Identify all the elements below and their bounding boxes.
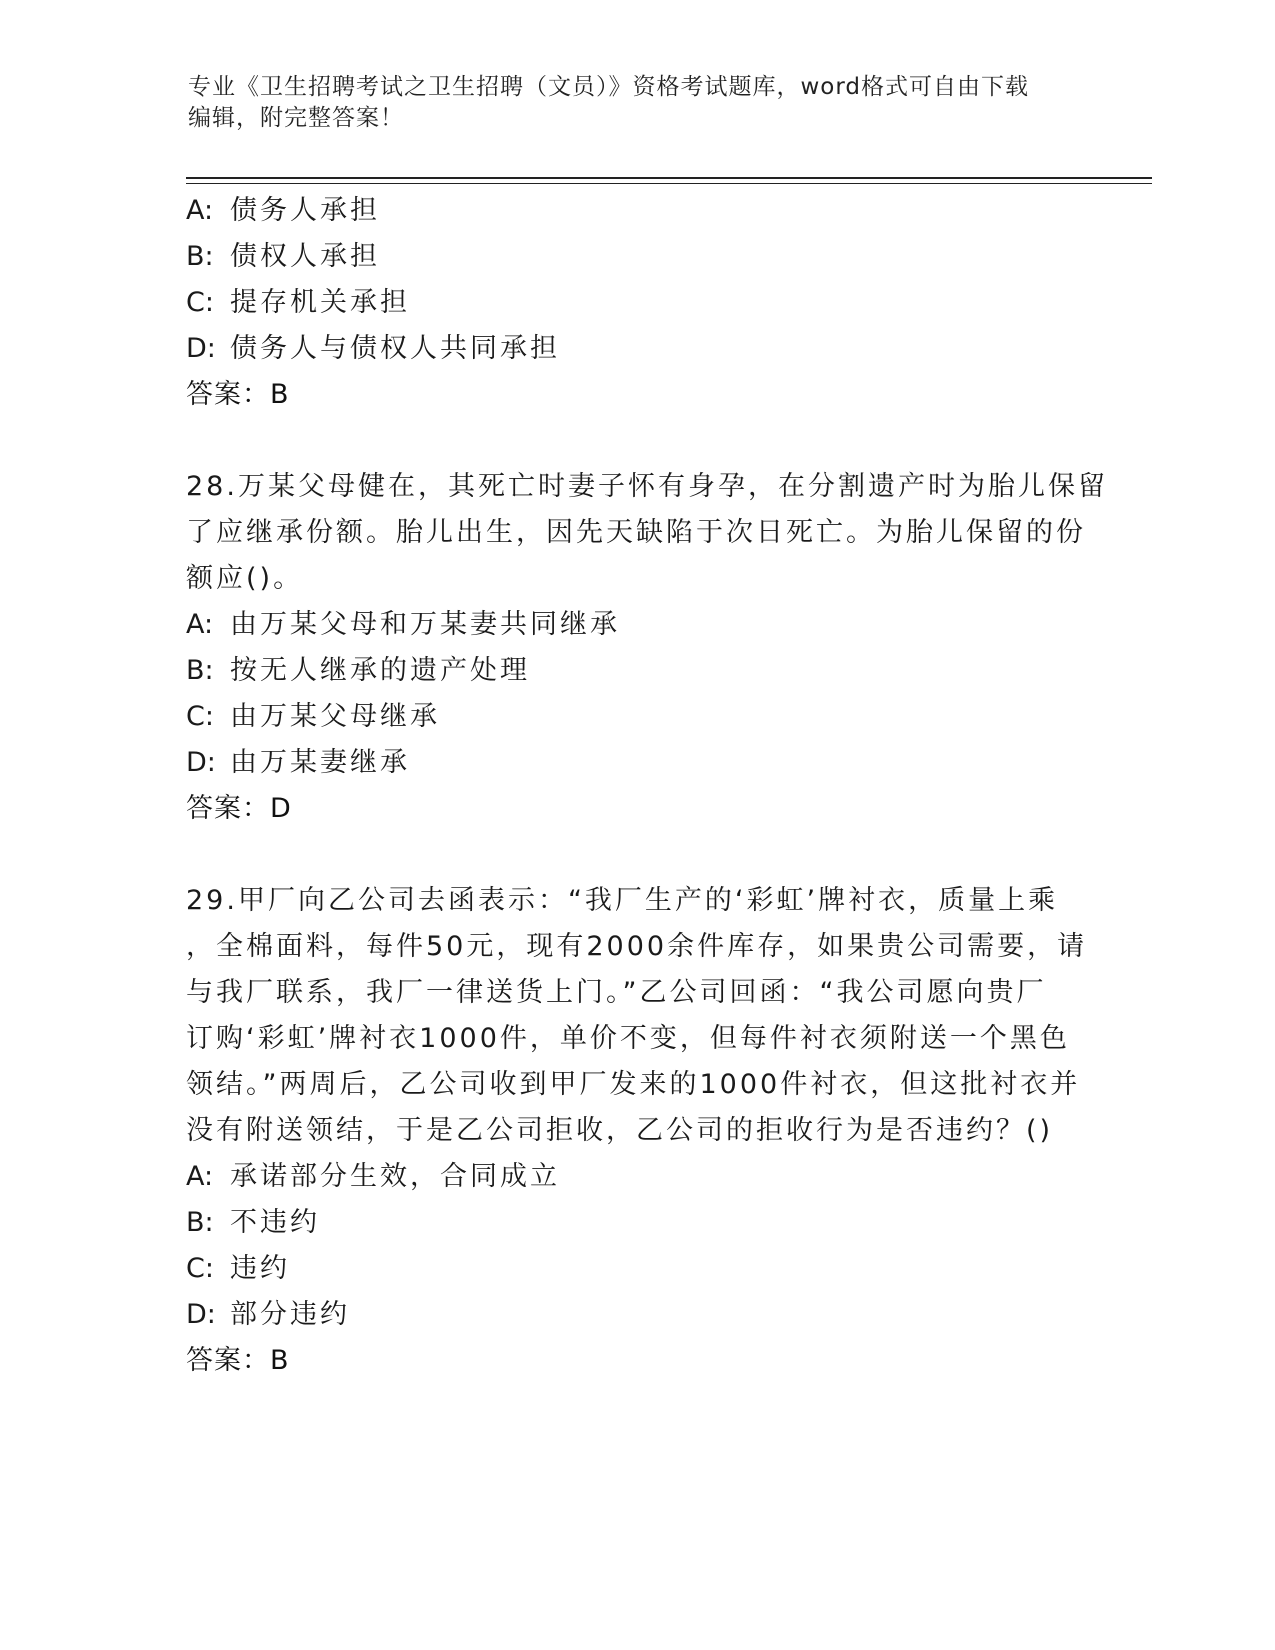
- option-letter: A:: [186, 1161, 214, 1192]
- option-text: 提存机关承担: [230, 287, 410, 318]
- option-text: 不违约: [230, 1207, 320, 1238]
- option-letter: C:: [186, 287, 214, 318]
- question-text-line: ，全棉面料，每件50元，现有2000余件库存，如果贵公司需要，请: [186, 931, 1088, 962]
- option-d: [186, 740, 1086, 786]
- option-d: [186, 326, 1086, 372]
- question-text-line: 28.万某父母健在，其死亡时妻子怀有身孕，在分割遗产时为胎儿保留: [186, 471, 1108, 502]
- answer-line: 答案：B: [186, 1345, 290, 1376]
- header-divider-thick: [186, 177, 1152, 179]
- option-letter: B:: [186, 655, 214, 686]
- spacer: [186, 832, 1086, 878]
- option-text: 承诺部分生效，合同成立: [230, 1161, 560, 1192]
- option-text: 由万某父母和万某妻共同继承: [230, 609, 620, 640]
- option-letter: D:: [186, 333, 216, 364]
- header-divider-thin: [186, 183, 1152, 184]
- option-b: [186, 648, 1086, 694]
- option-text: 债权人承担: [230, 241, 380, 272]
- option-b: [186, 1200, 1086, 1246]
- header-line-1: 专业《卫生招聘考试之卫生招聘（文员）》资格考试题库，word格式可自由下载: [188, 74, 1030, 100]
- option-text: 由万某父母继承: [230, 701, 440, 732]
- option-text: 债务人与债权人共同承担: [230, 333, 560, 364]
- option-text: 部分违约: [230, 1299, 350, 1330]
- option-letter: C:: [186, 701, 214, 732]
- option-letter: B:: [186, 1207, 214, 1238]
- option-letter: B:: [186, 241, 214, 272]
- option-text: 按无人继承的遗产处理: [230, 655, 530, 686]
- option-c: [186, 280, 1086, 326]
- header-line-2: 编辑，附完整答案！: [188, 105, 404, 131]
- option-text: 违约: [230, 1253, 290, 1284]
- document-body: [186, 188, 1108, 1384]
- option-letter: D:: [186, 1299, 216, 1330]
- option-letter: D:: [186, 747, 216, 778]
- question-text-line: 了应继承份额。胎儿出生，因先天缺陷于次日死亡。为胎儿保留的份: [186, 517, 1086, 548]
- prev-question-options: [186, 188, 1086, 418]
- spacer: [186, 418, 1086, 464]
- answer-line: 答案：D: [186, 793, 292, 824]
- option-letter: A:: [186, 195, 214, 226]
- option-a: [186, 1154, 1086, 1200]
- option-letter: A:: [186, 609, 214, 640]
- option-text: 由万某妻继承: [230, 747, 410, 778]
- question-28: [186, 464, 1108, 832]
- option-letter: C:: [186, 1253, 214, 1284]
- option-a: [186, 188, 1086, 234]
- option-c: [186, 1246, 1086, 1292]
- option-a: [186, 602, 1086, 648]
- document-header: [188, 72, 1078, 134]
- question-text-line: 额应()。: [186, 563, 304, 594]
- question-text-line: 没有附送领结，于是乙公司拒收，乙公司的拒收行为是否违约？(): [186, 1115, 1054, 1146]
- question-text-line: 订购‘彩虹’牌衬衣1000件，单价不变，但每件衬衣须附送一个黑色: [186, 1023, 1070, 1054]
- question-text-line: 29.甲厂向乙公司去函表示：“我厂生产的‘彩虹’牌衬衣，质量上乘: [186, 885, 1059, 916]
- option-d: [186, 1292, 1086, 1338]
- option-c: [186, 694, 1086, 740]
- question-text-line: 领结。”两周后，乙公司收到甲厂发来的1000件衬衣，但这批衬衣并: [186, 1069, 1081, 1100]
- question-text-line: 与我厂联系，我厂一律送货上门。”乙公司回函：“我公司愿向贵厂: [186, 977, 1047, 1008]
- question-29: [186, 878, 1086, 1384]
- option-b: [186, 234, 1086, 280]
- option-text: 债务人承担: [230, 195, 380, 226]
- answer-line: 答案：B: [186, 379, 290, 410]
